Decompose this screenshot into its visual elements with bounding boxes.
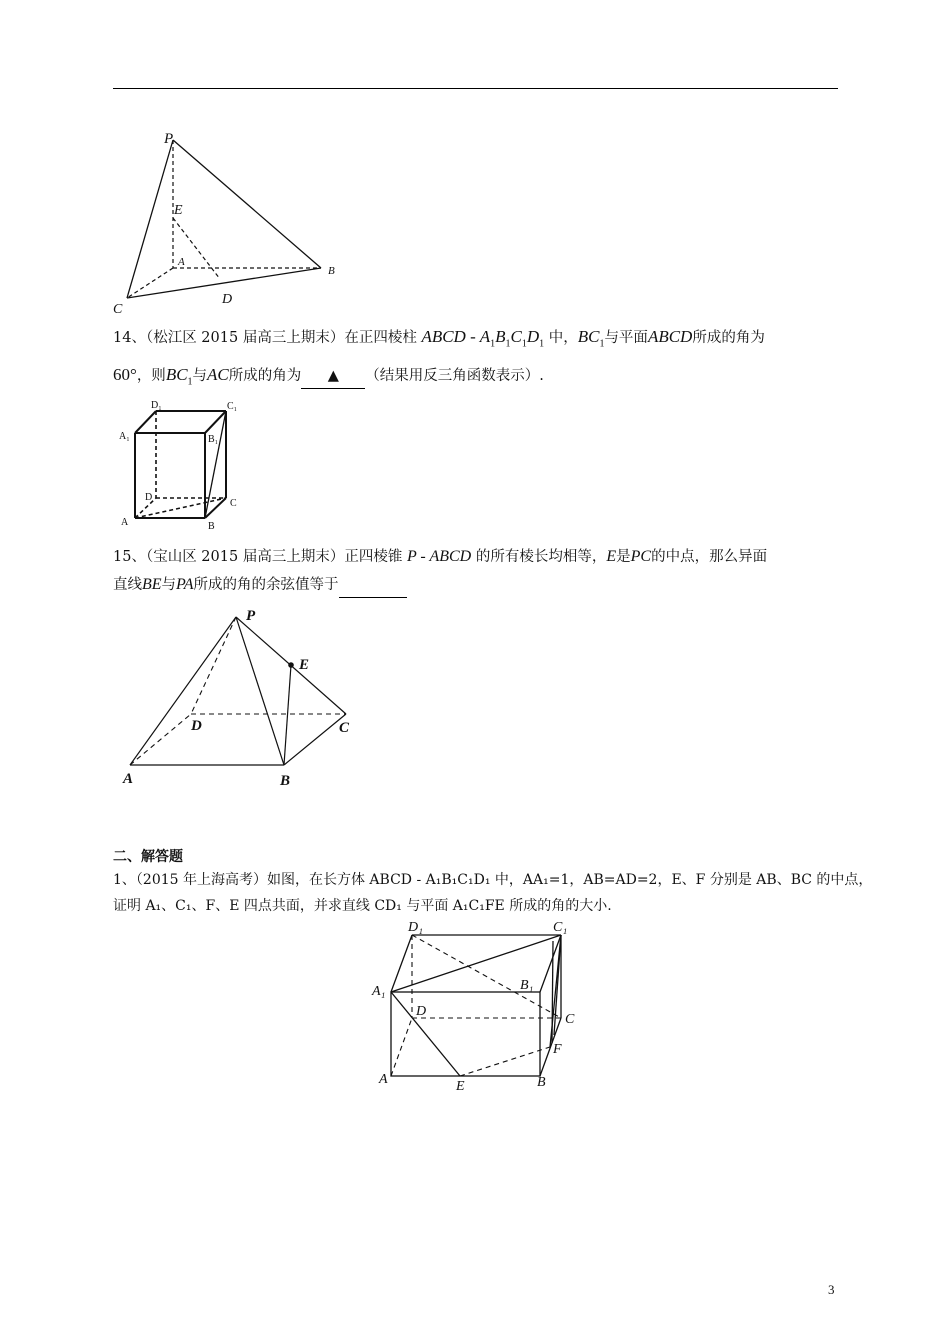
label-D: D	[191, 718, 202, 734]
label-B1: B₁	[520, 978, 534, 993]
question-14-line2: 60°，则$BC_1$与AC所成的角为 ▲ （结果用反三角函数表示）.	[113, 365, 544, 388]
label-B: B	[208, 521, 215, 532]
label-B1: B₁	[208, 434, 219, 445]
label-D: D	[416, 1004, 427, 1019]
label-A: A	[123, 771, 134, 787]
label-E: E	[174, 203, 183, 218]
label-A1: A₁	[372, 984, 386, 999]
question-15-line2: 直线BE与PA所成的角的余弦值等于	[113, 573, 407, 598]
label-A: A	[379, 1072, 388, 1087]
figure-pyramid	[113, 605, 373, 790]
label-C: C	[230, 498, 237, 509]
label-D: D	[145, 492, 153, 503]
label-F: F	[553, 1042, 562, 1057]
figure-cuboid	[370, 915, 585, 1095]
label-C1: C₁	[553, 920, 568, 935]
label-C: C	[113, 302, 123, 317]
answer-blank-14: ▲	[301, 364, 365, 389]
answer-blank-15	[339, 573, 407, 598]
figure-prism	[113, 398, 248, 533]
label-P: P	[246, 608, 256, 624]
section-title: 二、解答题	[113, 849, 183, 865]
label-A: A	[178, 256, 185, 268]
label-P: P	[164, 131, 174, 147]
label-B: B	[537, 1075, 546, 1090]
header-rule	[113, 88, 838, 89]
label-B: B	[328, 265, 335, 277]
label-E: E	[456, 1079, 465, 1094]
label-A1: A₁	[119, 431, 130, 442]
label-C1: C₁	[227, 401, 238, 412]
label-D1: D₁	[408, 920, 423, 935]
label-C: C	[565, 1012, 575, 1027]
label-C: C	[339, 720, 350, 736]
question-15-line1: 15、（宝山区 2015 届高三上期末）正四棱锥 P - ABCD 的所有棱长均相等，E是PC的中点，那么异面	[113, 548, 768, 565]
question-14-line1: 14、（松江区 2015 届高三上期末）在正四棱柱 ABCD - $A_1B_1C_1D_1$ 中，$BC_1$与平面ABCD所成的角为	[113, 327, 765, 350]
answer-1-line1: 1、（2015 年上海高考）如图，在长方体 ABCD - A₁B₁C₁D₁ 中，AA₁=1，AB=AD=2，E、F 分别是 AB、BC 的中点，	[113, 872, 873, 888]
label-A: A	[121, 517, 129, 528]
answer-1-line2: 证明 A₁、C₁、F、E 四点共面，并求直线 CD₁ 与平面 A₁C₁FE 所成的角的大小.	[113, 898, 612, 914]
label-D1: D₁	[151, 400, 162, 411]
figure-tetrahedron	[100, 125, 360, 325]
label-B: B	[280, 773, 291, 789]
page-number: 3	[828, 1282, 835, 1297]
label-D: D	[222, 292, 233, 307]
label-E: E	[299, 657, 310, 673]
